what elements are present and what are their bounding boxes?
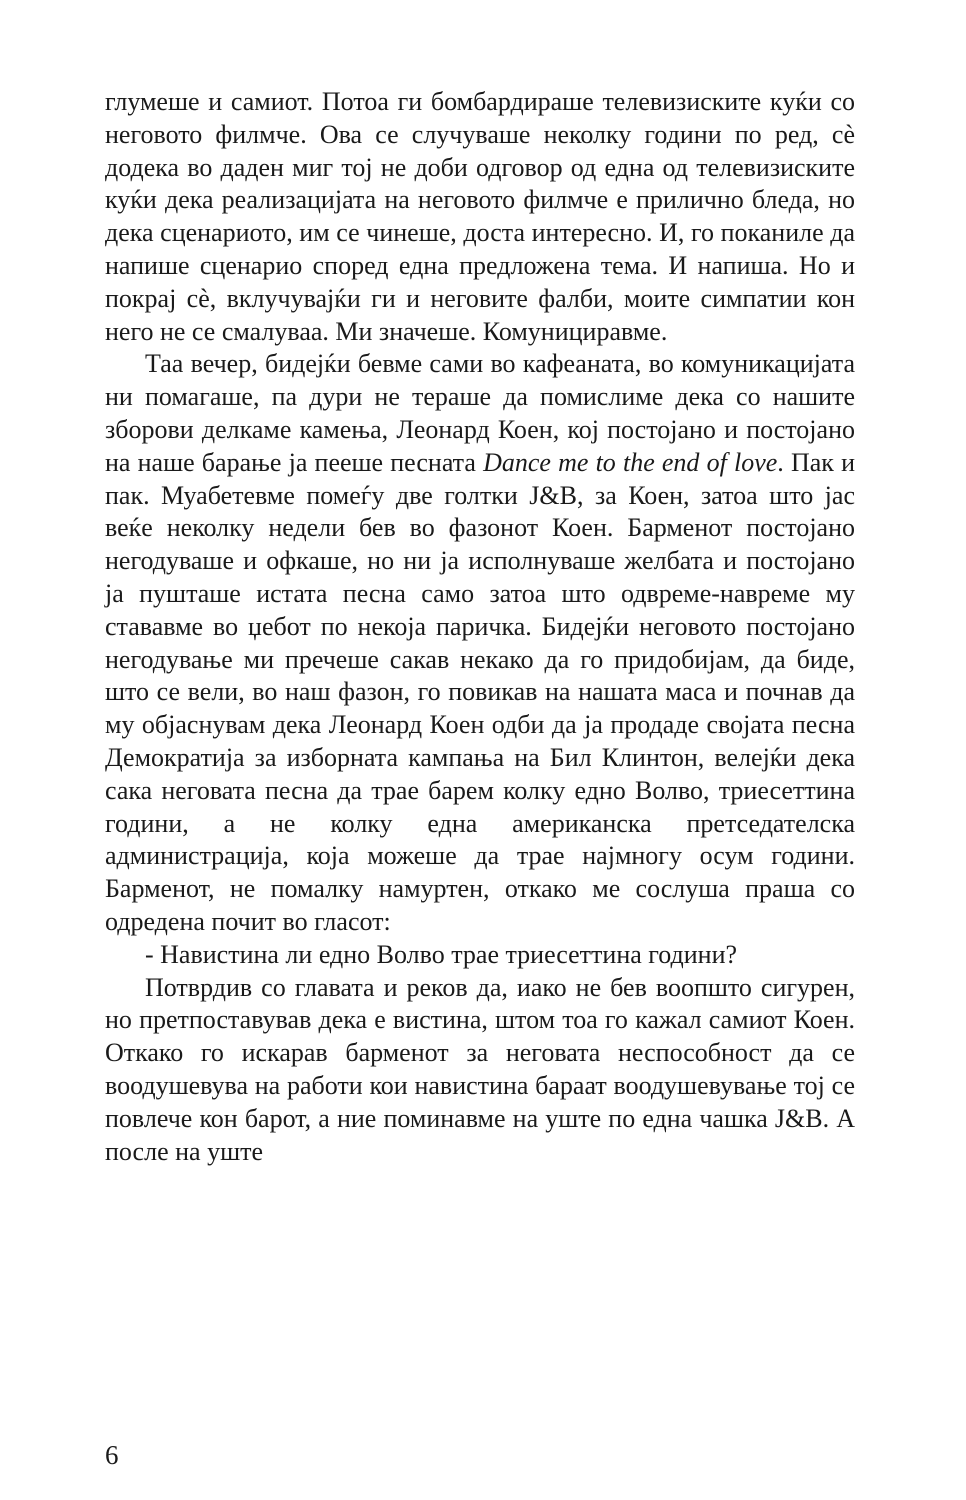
paragraph-2-text-end: . Пак и пак. Муабетевме помеѓу две голтки J&B, за Коен, затоа што јас веќе неколку недели бев во фазонот Коен. Барменот постојано негодуваше и офкаше, но ни ја исполнуваше желбата и постојано ја пушташе истата песна само затоа што одвреме-навреме му стававме во џебот по некоја паричка. Бидејќи неговото постојано негодување ми пречеше сакав некако да го придобијам, да биде, што се вели, во наш фазон, го повикав на нашата маса и почнав да му објаснувам дека Леонард Коен одби да ја продаде својата песна Демократија за изборната кампања на Бил Клинтон, велејќи дека сака неговата песна да трае барем колку едно Волво, триесеттина години, а не колку една американска претседателска администрација, која можеше да трае најмногу осум години. Барменот, не помалку намуртен, откако ме сослуша праша со одредена почит во гласот: — [105, 447, 855, 936]
paragraph-2 — [105, 348, 855, 938]
page-number: 6 — [105, 1440, 119, 1470]
paragraph-3-dialogue: - Навистина ли едно Волво трае триесеттина години? — [145, 939, 738, 969]
body-text — [105, 86, 855, 1168]
paragraph-4: Потврдив со главата и реков да, иако не бев воопшто сигурен, но претпоставував дека е вистина, штом тоа го кажал самиот Коен. Откако го искарав барменот за неговата неспособност да се воодушевува на работи кои навистина бараат воодушевување тој се повлече кон барот, а ние поминавме на уште по една чашка J&B. А после на уште — [105, 972, 855, 1166]
paragraph-2-text-start: Таа вечер, бидејќи бевме сами во кафеаната, во комуникацијата ни помагаше, па дури не тераше да помислиме дека со нашите зборови делкаме камења, Леонард Коен, кој постојано и постојано на наше барање ја пееше песната — [105, 349, 855, 477]
song-title: Dance me to the end of love — [483, 447, 778, 477]
paragraph-1: глумеше и самиот. Потоа ги бомбардираше телевизиските куќи со неговото филмче. Ова се случуваше неколку години по ред, сè додека во даден миг тој не доби одговор од една од телевизиските куќи дека реализацијата на неговото филмче е прилично бледа, но дека сценариото, им се чинеше, доста интересно. И, го поканиле да напише сценарио според една предложена тема. И напиша. Но и покрај сè, вклучувајќи ги и неговите фалби, моите симпатии кон него не се смалуваа. Ми значеше. Комунициравме. — [105, 87, 855, 346]
